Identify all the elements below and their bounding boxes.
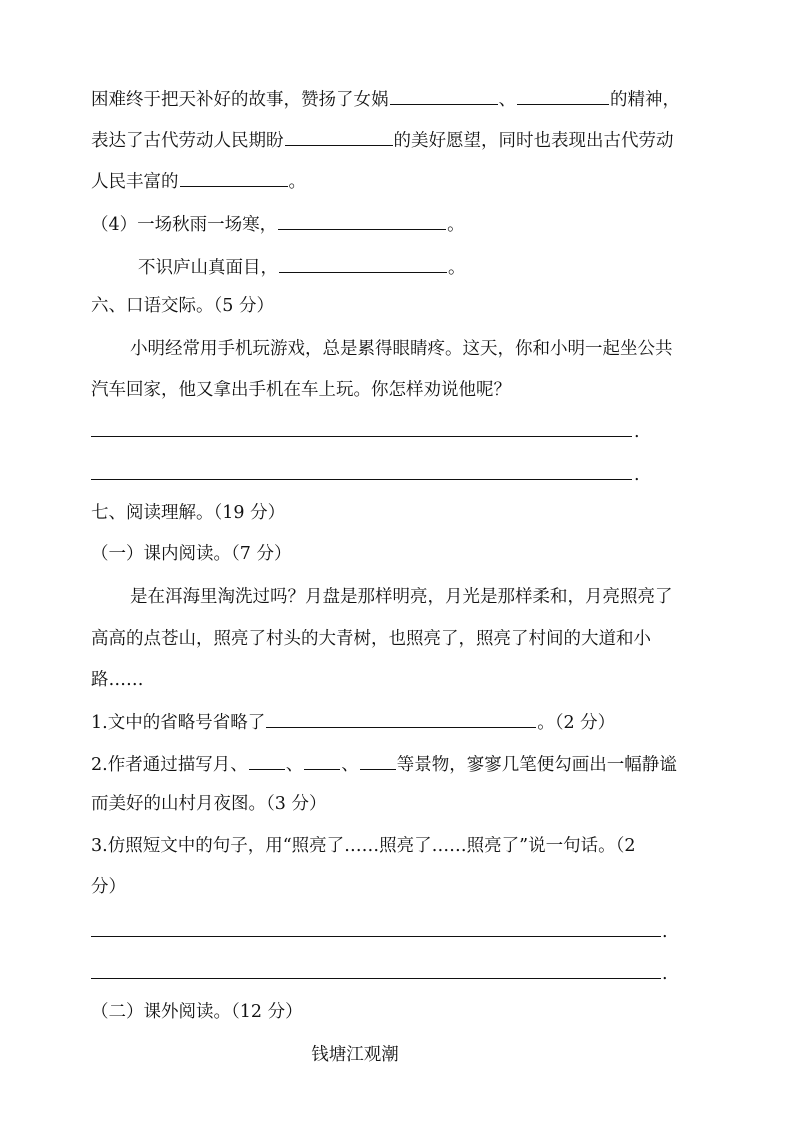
section-6-prompt-line1: 小明经常用手机玩游戏，总是累得眼睛疼。这天，你和小明一起坐公共 xyxy=(130,339,673,359)
line-end-mark: . xyxy=(662,964,668,984)
question-1 xyxy=(91,709,615,735)
line-end-mark: . xyxy=(634,465,640,485)
section-7-heading: 七、阅读理解。（19 分） xyxy=(91,503,286,523)
section-6-prompt-line2: 汽车回家，他又拿出手机在车上玩。你怎样劝说他呢？ xyxy=(91,380,511,400)
answer-blank[interactable] xyxy=(180,168,288,187)
text-segment: 、 xyxy=(341,755,359,775)
passage-title: 钱塘江观潮 xyxy=(311,1045,399,1065)
text-segment: 、 xyxy=(498,90,516,110)
text-line xyxy=(91,168,306,194)
text-segment: 的美好愿望，同时也表现出古代劳动 xyxy=(393,131,674,151)
question-4-line2 xyxy=(138,254,466,280)
answer-blank[interactable] xyxy=(360,751,396,770)
question-2 xyxy=(91,751,677,777)
section-6-heading: 六、口语交际。（5 分） xyxy=(91,296,274,316)
answer-line[interactable] xyxy=(91,479,632,480)
answer-line[interactable] xyxy=(91,436,632,437)
text-segment: 。 xyxy=(447,215,465,235)
answer-blank[interactable] xyxy=(390,86,498,105)
part-2-heading: （二）课外阅读。（12 分） xyxy=(91,1002,303,1022)
line-end-mark: . xyxy=(634,422,640,442)
answer-blank[interactable] xyxy=(278,211,446,230)
question-4-line1 xyxy=(91,211,465,237)
text-segment: 表达了古代劳动人民期盼 xyxy=(91,131,284,151)
text-segment: 。（2 分） xyxy=(537,713,616,733)
text-segment: 1.文中的省略号省略了 xyxy=(91,713,266,733)
passage-line: 路…… xyxy=(91,670,144,690)
text-segment: 等景物，寥寥几笔便勾画出一幅静谧 xyxy=(396,755,677,775)
answer-blank[interactable] xyxy=(517,86,609,105)
text-line xyxy=(91,127,674,153)
answer-blank[interactable] xyxy=(279,254,447,273)
text-line xyxy=(91,86,680,112)
text-segment: 困难终于把天补好的故事，赞扬了女娲 xyxy=(91,90,389,110)
text-segment: 。 xyxy=(448,258,466,278)
text-segment: 的精神， xyxy=(610,90,680,110)
text-segment: 。 xyxy=(288,172,306,192)
part-1-heading: （一）课内阅读。（7 分） xyxy=(91,544,292,564)
answer-blank[interactable] xyxy=(266,709,536,728)
answer-line[interactable] xyxy=(91,936,661,937)
passage-line: 高高的点苍山，照亮了村头的大青树，也照亮了，照亮了村间的大道和小 xyxy=(91,629,651,649)
answer-blank[interactable] xyxy=(285,127,393,146)
text-segment: 2.作者通过描写月、 xyxy=(91,755,248,775)
question-3: 3.仿照短文中的句子，用“照亮了……照亮了……照亮了”说一句话。（2 xyxy=(91,836,636,856)
answer-blank[interactable] xyxy=(304,751,340,770)
text-segment: （4）一场秋雨一场寒， xyxy=(91,215,278,235)
line-end-mark: . xyxy=(662,922,668,942)
answer-blank[interactable] xyxy=(249,751,285,770)
question-3-line2: 分） xyxy=(91,877,126,897)
answer-line[interactable] xyxy=(91,978,661,979)
text-segment: 、 xyxy=(285,755,304,775)
passage-line: 是在洱海里淘洗过吗？月盘是那样明亮，月光是那样柔和，月亮照亮了 xyxy=(130,587,673,607)
text-segment: 不识庐山真面目， xyxy=(138,258,278,278)
text-segment: 人民丰富的 xyxy=(91,172,179,192)
question-2-line2: 而美好的山村月夜图。（3 分） xyxy=(91,794,327,814)
